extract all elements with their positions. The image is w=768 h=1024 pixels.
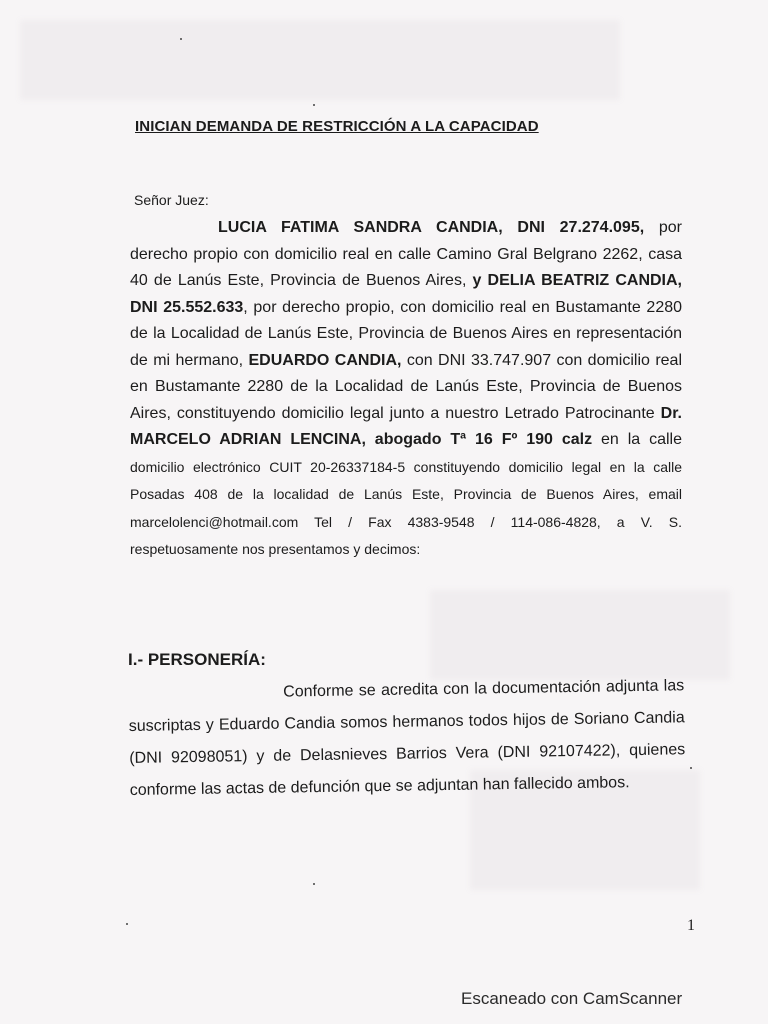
party-2-details: , por derecho propio, con domicilio real en Bustamante 2280 de la Localidad de Lanús Este, Provincia de Buenos Aires en representación de mi hermano, — [130, 298, 683, 369]
paragraph-indent — [128, 697, 283, 699]
represented-party-details: con DNI 33.747.907 con domicilio real en Bustamante 2280 de la Localidad de Lanús Este, Provincia de Buenos Aires, constituyendo domicilio legal junto a nuestro Letrado Patrocinante — [130, 351, 683, 422]
intro-paragraph — [130, 215, 682, 564]
scan-bleed-mark — [430, 590, 730, 680]
section-paragraph-personeria — [128, 670, 686, 807]
attorney-name: Dr. MARCELO ADRIAN LENCINA, abogado Tª 16 Fº 190 calz — [130, 404, 682, 448]
scan-speck — [126, 923, 128, 925]
section-paragraph-text: Conforme se acredita con la documentación adjunta las suscriptas y Eduardo Candia somos hermanos todos hijos de Soriano Candia (DNI 92098051) y de Delasnieves Barrios Vera (DNI 92107422), quienes conforme las actas de defunción que se adjuntan han fallecido ambos. — [128, 677, 686, 799]
section-heading-personeria: I.- PERSONERÍA: — [128, 650, 266, 669]
page-number: 1 — [687, 917, 695, 934]
represented-party-name: EDUARDO CANDIA, — [248, 351, 402, 369]
attorney-contact-details: domicilio electrónico CUIT 20-26337184-5 constituyendo domicilio legal en la calle Posadas 408 de la localidad de Lanús Este, Provincia de Buenos Aires, email marcelolenci@hotmail.com Tel / Fax 4383-9548 / 114-086-4828, a V. S. respetuosamente nos presentamos y decimos: — [130, 458, 682, 557]
attorney-street: en la calle — [592, 431, 682, 448]
party-1-details: por derecho propio con domicilio real en calle Camino Gral Belgrano 2262, casa 40 de Lanús Este, Provincia de Buenos Aires, — [130, 219, 682, 289]
camscanner-watermark: Escaneado con CamScanner — [461, 989, 683, 1008]
document-title: INICIAN DEMANDA DE RESTRICCIÓN A LA CAPACIDAD — [135, 118, 539, 135]
greeting: Señor Juez: — [134, 192, 209, 208]
scan-speck — [180, 38, 182, 40]
scan-bleed-mark — [20, 20, 620, 100]
party-2-name: y DELIA BEATRIZ CANDIA, DNI 25.552.633 — [130, 272, 682, 316]
scan-speck — [690, 767, 692, 769]
scan-speck — [313, 883, 315, 885]
scan-speck — [313, 104, 315, 106]
party-1-name: LUCIA FATIMA SANDRA CANDIA, DNI 27.274.095, — [218, 219, 645, 236]
